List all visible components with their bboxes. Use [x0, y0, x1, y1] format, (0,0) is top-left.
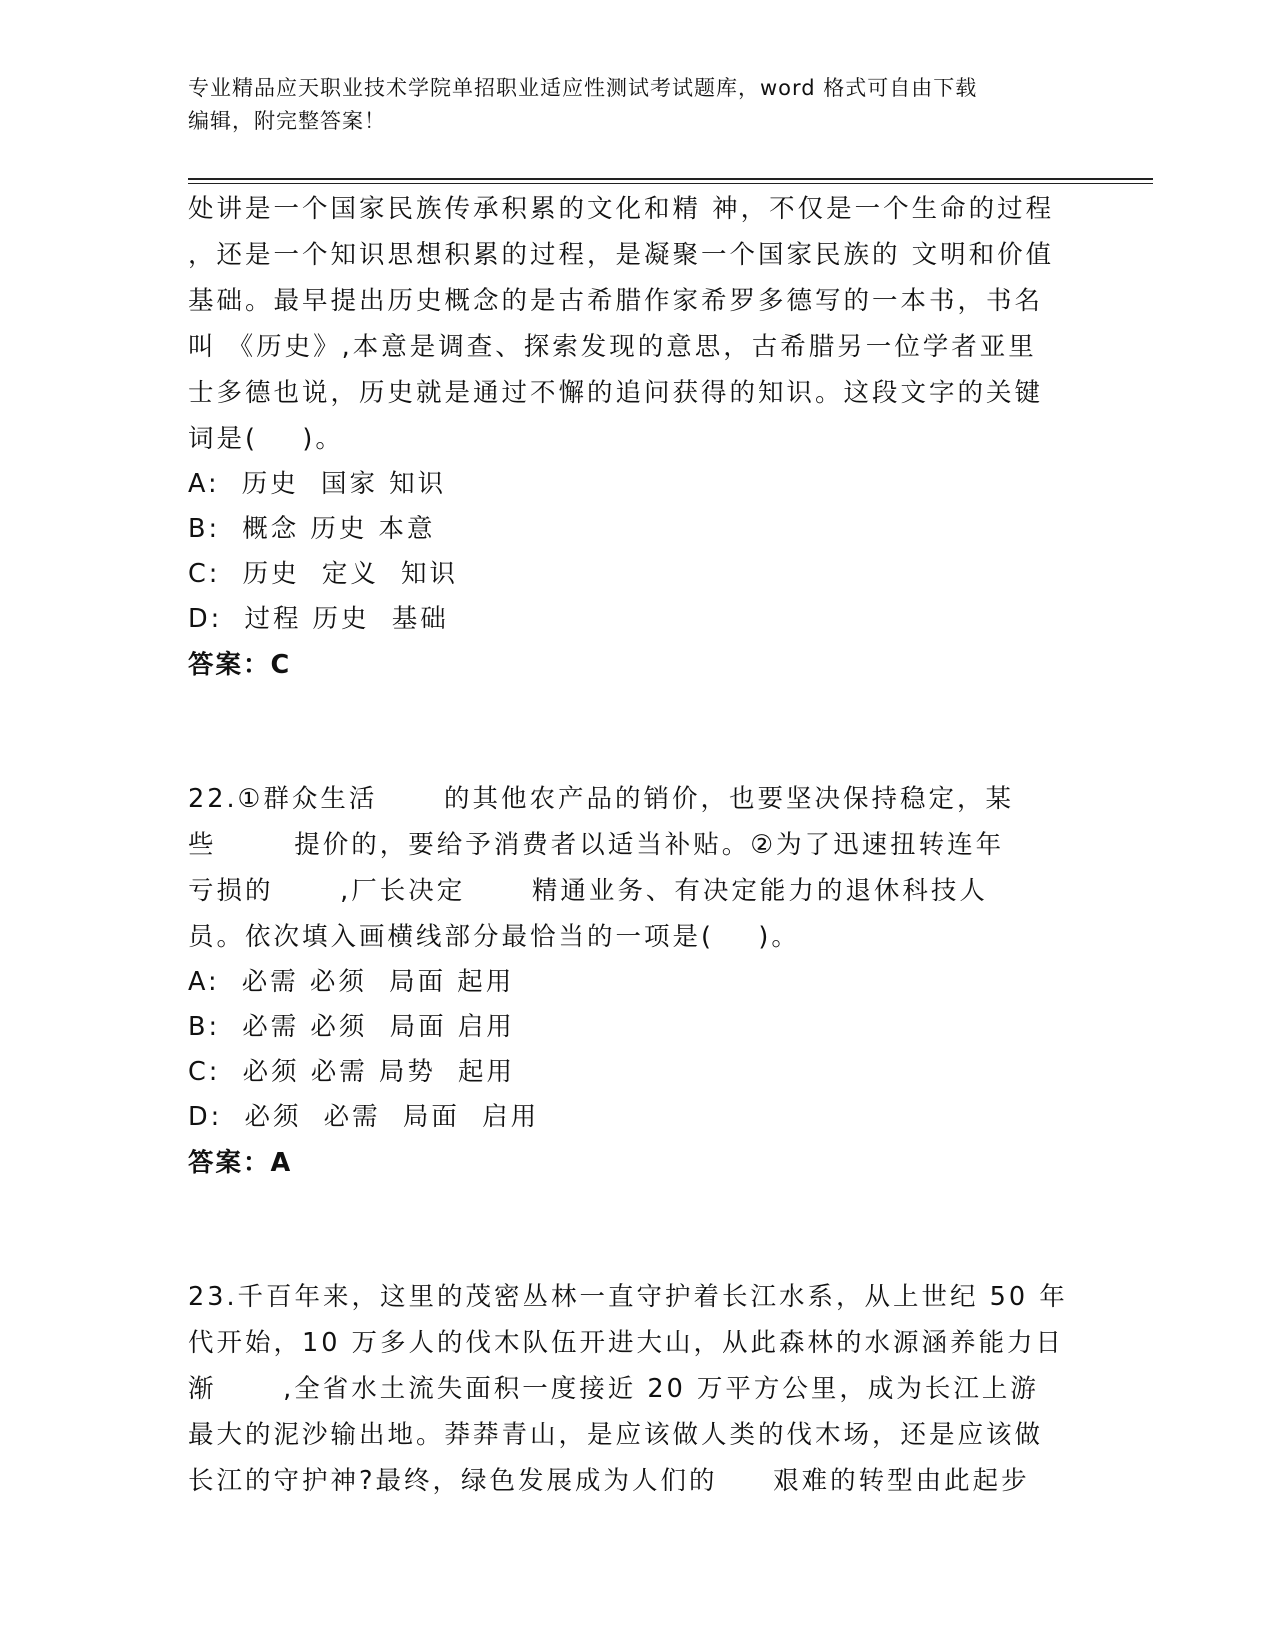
question-text-line: 22.①群众生活 的其他农产品的销价，也要坚决保持稳定，某: [188, 784, 1015, 814]
document-header: [188, 72, 1088, 138]
option-c: C: 必须 必需 局势 起用: [188, 1057, 516, 1087]
document-body: [188, 186, 1088, 1504]
option-a: A: 历史 国家 知识: [188, 469, 447, 499]
question-text-line: 些 提价的，要给予消费者以适当补贴。②为了迅速扭转连年: [188, 830, 1005, 860]
header-line-2: 编辑，附完整答案！: [188, 109, 386, 133]
question-text-line: 处讲是一个国家民族传承积累的文化和精 神，不仅是一个生命的过程: [188, 194, 1055, 224]
question-text-line: 叫 《历史》,本意是调查、探索发现的意思，古希腊另一位学者亚里: [188, 332, 1037, 362]
question-text-line: 词是( )。: [188, 424, 344, 454]
answer: 答案：C: [188, 650, 292, 680]
option-c: C: 历史 定义 知识: [188, 559, 459, 589]
question-text-line: 长江的守护神?最终，绿色发展成为人们的 艰难的转型由此起步: [188, 1466, 1030, 1496]
question-22: [188, 776, 1088, 1186]
header-line-1: 专业精品应天职业技术学院单招职业适应性测试考试题库，word 格式可自由下载: [188, 76, 978, 100]
option-d: D: 过程 历史 基础: [188, 604, 449, 634]
answer: 答案：A: [188, 1148, 293, 1178]
question-text-line: 亏损的 ,厂长决定 精通业务、有决定能力的退休科技人: [188, 876, 988, 906]
question-text-line: 代开始，10 万多人的伐木队伍开进大山，从此森林的水源涵养能力日: [188, 1328, 1065, 1358]
question-text-line: 士多德也说，历史就是通过不懈的追问获得的知识。这段文字的关键: [188, 378, 1044, 408]
question-text-line: 最大的泥沙输出地。莽莽青山，是应该做人类的伐木场，还是应该做: [188, 1420, 1044, 1450]
question-23: [188, 1274, 1088, 1504]
option-a: A: 必需 必须 局面 起用: [188, 967, 515, 997]
question-text-line: 基础。最早提出历史概念的是古希腊作家希罗多德写的一本书，书名: [188, 286, 1044, 316]
header-divider-thick: [188, 178, 1153, 180]
question-text-line: 23.千百年来，这里的茂密丛林一直守护着长江水系，从上世纪 50 年: [188, 1282, 1068, 1312]
question-text-line: ，还是一个知识思想积累的过程，是凝聚一个国家民族的 文明和价值: [188, 240, 1055, 270]
question-21: [188, 186, 1088, 688]
question-text-line: 员。依次填入画横线部分最恰当的一项是( )。: [188, 922, 800, 952]
header-divider-thin: [188, 183, 1153, 184]
question-text-line: 渐 ,全省水土流失面积一度接近 20 万平方公里，成为长江上游: [188, 1374, 1039, 1404]
option-b: B: 概念 历史 本意: [188, 514, 436, 544]
option-b: B: 必需 必须 局面 启用: [188, 1012, 515, 1042]
option-d: D: 必须 必需 局面 启用: [188, 1102, 540, 1132]
